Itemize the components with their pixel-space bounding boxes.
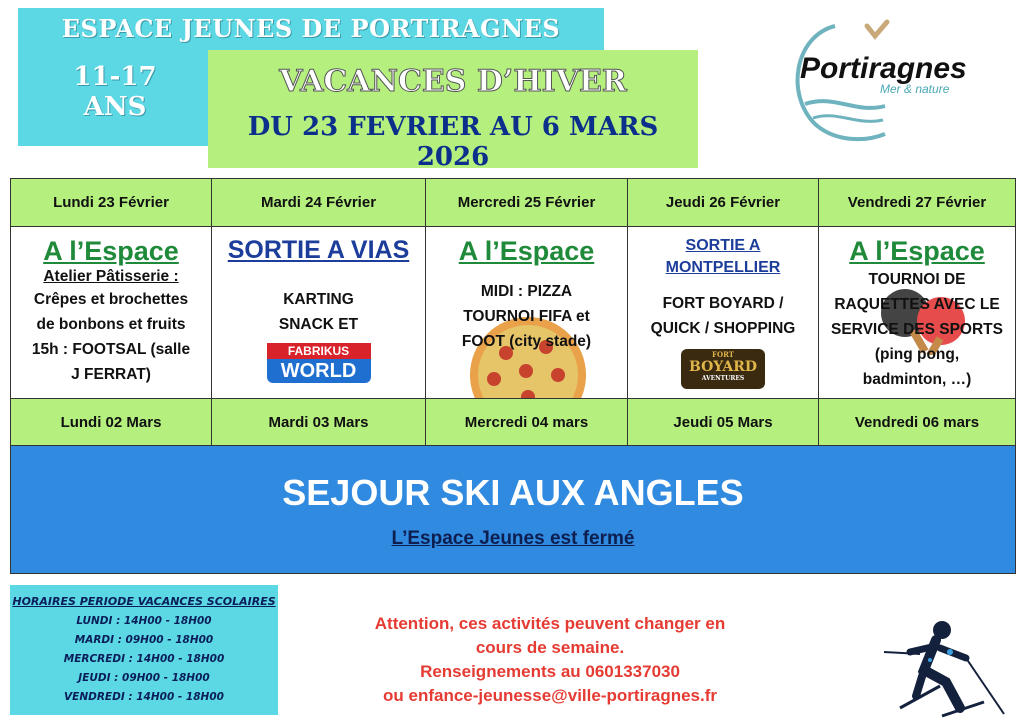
activity-line: J FERRAT) (71, 366, 151, 383)
activity-line: TOURNOI DE (868, 271, 966, 288)
activity-location: A l’Espace (43, 236, 179, 266)
activity-location: SORTIE A (685, 237, 761, 254)
activity-tue-1 (212, 227, 426, 399)
activity-subtitle: Atelier Pâtisserie : (43, 268, 179, 285)
activity-line: TOURNOI FIFA et (463, 308, 590, 325)
day-header-thu-2: Jeudi 05 Mars (628, 399, 819, 445)
age-range (40, 62, 190, 122)
day-header-wed-2: Mercredi 04 mars (426, 399, 628, 445)
vacation-dates: DU 23 FEVRIER AU 6 MARS 2026 (247, 112, 659, 172)
skier-icon (880, 612, 1010, 720)
activity-line: (ping pong, (874, 346, 960, 363)
age-range-numbers: 11-17 (73, 62, 157, 92)
day-header-fri-2: Vendredi 06 mars (819, 399, 1015, 445)
activity-line: SNACK ET (278, 316, 359, 333)
fort-boyard-logo-top: FORT (712, 350, 734, 359)
notice-email: ou enfance-jeunesse@ville-portiragnes.fr (383, 686, 717, 705)
contact-notice (330, 612, 770, 708)
activity-calendar (10, 178, 1016, 446)
activity-line: 15h : FOOTSAL (salle (31, 341, 191, 358)
logo-tagline: Mer & nature (880, 82, 950, 96)
day-header-tue-1: Mardi 24 Février (212, 179, 426, 227)
fabrikus-logo-bottom: WORLD (267, 359, 371, 383)
opening-hours-title: HORAIRES PERIODE VACANCES SCOLAIRES (12, 595, 276, 608)
day-header-fri-1: Vendredi 27 Février (819, 179, 1015, 227)
day-header-mon-1: Lundi 23 Février (11, 179, 212, 227)
ski-trip-title: SEJOUR SKI AUX ANGLES (282, 472, 744, 513)
activity-line: KARTING (283, 291, 354, 308)
opening-hours-line: LUNDI : 14H00 - 18H00 (76, 615, 212, 627)
notice-line: Attention, ces activités peuvent changer en (374, 614, 726, 633)
closure-notice: L’Espace Jeunes est fermé (391, 528, 635, 549)
fabrikus-logo-top: FABRIKUS (267, 343, 371, 359)
notice-phone: Renseignements au 0601337030 (420, 662, 680, 681)
opening-hours-line: MARDI : 09H00 - 18H00 (74, 634, 214, 646)
fort-boyard-logo-bottom: AVENTURES (701, 375, 745, 382)
day-header-mon-2: Lundi 02 Mars (11, 399, 212, 445)
opening-hours-line: MERCREDI : 14H00 - 18H00 (63, 653, 225, 665)
age-range-unit: ANS (83, 92, 147, 122)
opening-hours-line: JEUDI : 09H00 - 18H00 (78, 672, 210, 684)
day-header-tue-2: Mardi 03 Mars (212, 399, 426, 445)
activity-line: Crêpes et brochettes (33, 291, 189, 308)
activity-location: MONTPELLIER (665, 259, 781, 276)
activity-line: FORT BOYARD / (662, 295, 784, 312)
opening-hours-box (10, 585, 278, 715)
activity-thu-1 (628, 227, 819, 399)
activity-line: MIDI : PIZZA (480, 283, 573, 300)
notice-line: cours de semaine. (475, 638, 625, 657)
logo-name: Portiragnes (800, 52, 967, 85)
activity-line: RAQUETTES AVEC LE (834, 296, 1000, 313)
page-title: ESPACE JEUNES DE PORTIRAGNES (61, 14, 561, 43)
activity-line: FOOT (city stade) (461, 333, 592, 350)
day-header-wed-1: Mercredi 25 Février (426, 179, 628, 227)
activity-line: QUICK / SHOPPING (650, 320, 796, 337)
activity-line: de bonbons et fruits (36, 316, 186, 333)
fabrikus-world-logo (267, 343, 371, 383)
activity-location: SORTIE A VIAS (227, 236, 410, 264)
activity-line: SERVICE DES SPORTS (831, 321, 1003, 338)
fort-boyard-logo (681, 349, 765, 389)
activity-location: A l’Espace (458, 236, 595, 266)
activity-wed-1 (426, 227, 628, 399)
day-header-thu-1: Jeudi 26 Février (628, 179, 819, 227)
fort-boyard-logo-main: BOYARD (688, 359, 758, 375)
activity-line: badminton, …) (862, 371, 972, 388)
opening-hours-line: VENDREDI : 14H00 - 18H00 (64, 691, 224, 703)
activity-mon-1 (11, 227, 212, 399)
vacation-title: VACANCES D’HIVER (279, 64, 627, 99)
activity-fri-1 (819, 227, 1015, 399)
activity-location: A l’Espace (849, 236, 985, 266)
